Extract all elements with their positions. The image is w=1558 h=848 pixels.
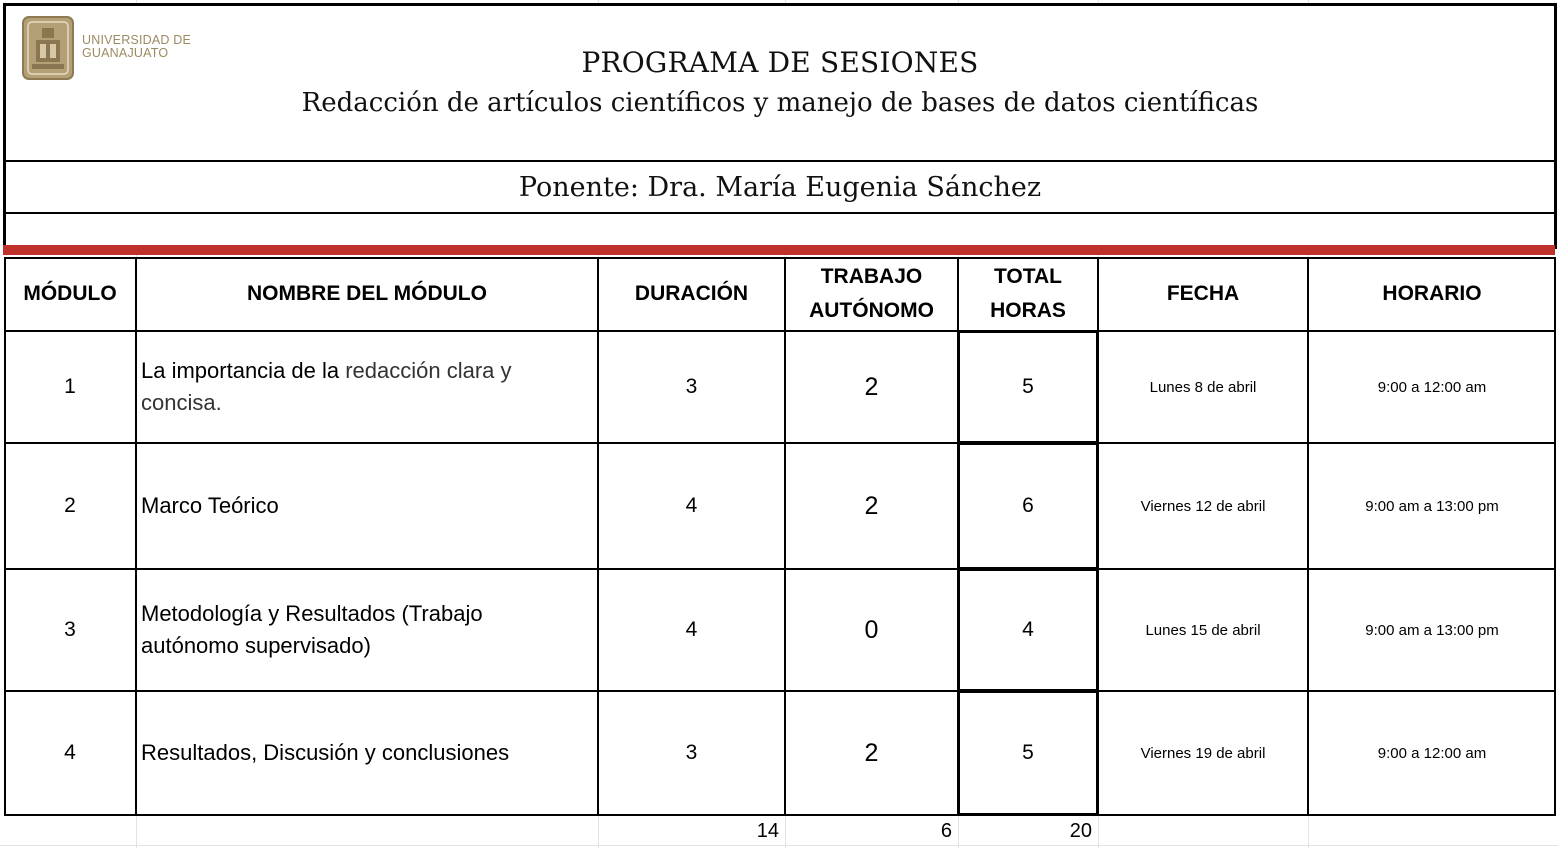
cell-fecha: Viernes 19 de abril (1140, 744, 1266, 762)
logo-text-line2: GUANAJUATO (82, 46, 169, 60)
speaker-line: Ponente: Dra. María Eugenia Sánchez (518, 172, 1042, 203)
cell-horario: 9:00 am a 13:00 pm (1365, 497, 1499, 515)
table-border (135, 257, 137, 815)
cell-duracion: 3 (685, 375, 698, 398)
cell-nombre: Metodología y Resultados (Trabajo autónomo supervisado) (141, 601, 483, 658)
cell-trabajo: 2 (864, 372, 879, 401)
cell-duracion: 3 (685, 741, 698, 764)
cell-modulo: 2 (64, 494, 76, 517)
page-title: PROGRAMA DE SESIONES (581, 46, 979, 79)
cell-modulo: 1 (64, 375, 76, 398)
cell-nombre: Resultados, Discusión y conclusiones (141, 740, 510, 765)
table-border (4, 442, 1556, 444)
total-cell-outline (957, 690, 1099, 816)
header-trabajo-line1: TRABAJO (820, 265, 923, 288)
table-border (784, 257, 786, 815)
cell-nombre-text-highlight: redacción clara y concisa. (141, 358, 512, 415)
header-horario: HORARIO (1382, 282, 1482, 305)
cell-total: 6 (1022, 494, 1034, 517)
table-border (4, 690, 1556, 692)
table-border (4, 330, 1556, 332)
total-duracion: 14 (756, 820, 779, 842)
cell-modulo: 3 (64, 618, 76, 641)
cell-modulo: 4 (64, 741, 76, 764)
logo-text-line1: UNIVERSIDAD DE (82, 33, 192, 47)
header-duracion: DURACIÓN (634, 282, 749, 305)
header-trabajo-autonomo (785, 257, 958, 331)
accent-bar (3, 245, 1555, 255)
cell-duracion: 4 (685, 494, 698, 517)
total-cell-outline (957, 568, 1099, 692)
header-divider (6, 212, 1554, 214)
cell-nombre: Marco Teórico (141, 493, 279, 518)
header-total-line1: TOTAL (993, 265, 1063, 288)
cell-horario: 9:00 am a 13:00 pm (1365, 621, 1499, 639)
cell-trabajo: 0 (864, 615, 879, 644)
cell-nombre-text: La importancia de la (141, 358, 346, 383)
page-subtitle: Redacción de artículos científicos y manejo de bases de datos científicas (301, 88, 1259, 118)
cell-trabajo: 2 (864, 491, 879, 520)
total-trabajo: 6 (940, 820, 952, 842)
cell-fecha: Lunes 15 de abril (1145, 621, 1261, 639)
header-frame (3, 3, 1557, 249)
cell-total: 4 (1022, 618, 1034, 641)
header-total-horas (958, 257, 1098, 331)
table-border (4, 257, 6, 815)
cell-horario: 9:00 a 12:00 am (1377, 378, 1487, 396)
header-fecha: FECHA (1166, 282, 1240, 305)
cell-duracion: 4 (685, 618, 698, 641)
table-border (4, 568, 1556, 570)
header-nombre: NOMBRE DEL MÓDULO (247, 282, 487, 305)
header-total-line2: HORAS (990, 299, 1066, 322)
header-trabajo-line2: AUTÓNOMO (809, 299, 934, 322)
table-border (597, 257, 599, 815)
cell-total: 5 (1022, 741, 1034, 764)
table-border (4, 814, 1556, 816)
total-cell-outline (957, 330, 1099, 444)
cell-total: 5 (1022, 375, 1034, 398)
table-border (1554, 257, 1556, 815)
cell-fecha: Lunes 8 de abril (1149, 378, 1257, 396)
cell-nombre (136, 331, 598, 443)
total-cell-outline (957, 442, 1099, 570)
cell-trabajo: 2 (864, 738, 879, 767)
header-modulo: MÓDULO (23, 282, 117, 305)
grid-row-line (0, 845, 1558, 846)
header-divider (6, 160, 1554, 162)
table-border (4, 257, 1556, 259)
total-horas: 20 (1069, 820, 1092, 842)
table-border (1307, 257, 1309, 815)
cell-horario: 9:00 a 12:00 am (1377, 744, 1487, 762)
cell-fecha: Viernes 12 de abril (1140, 497, 1266, 515)
